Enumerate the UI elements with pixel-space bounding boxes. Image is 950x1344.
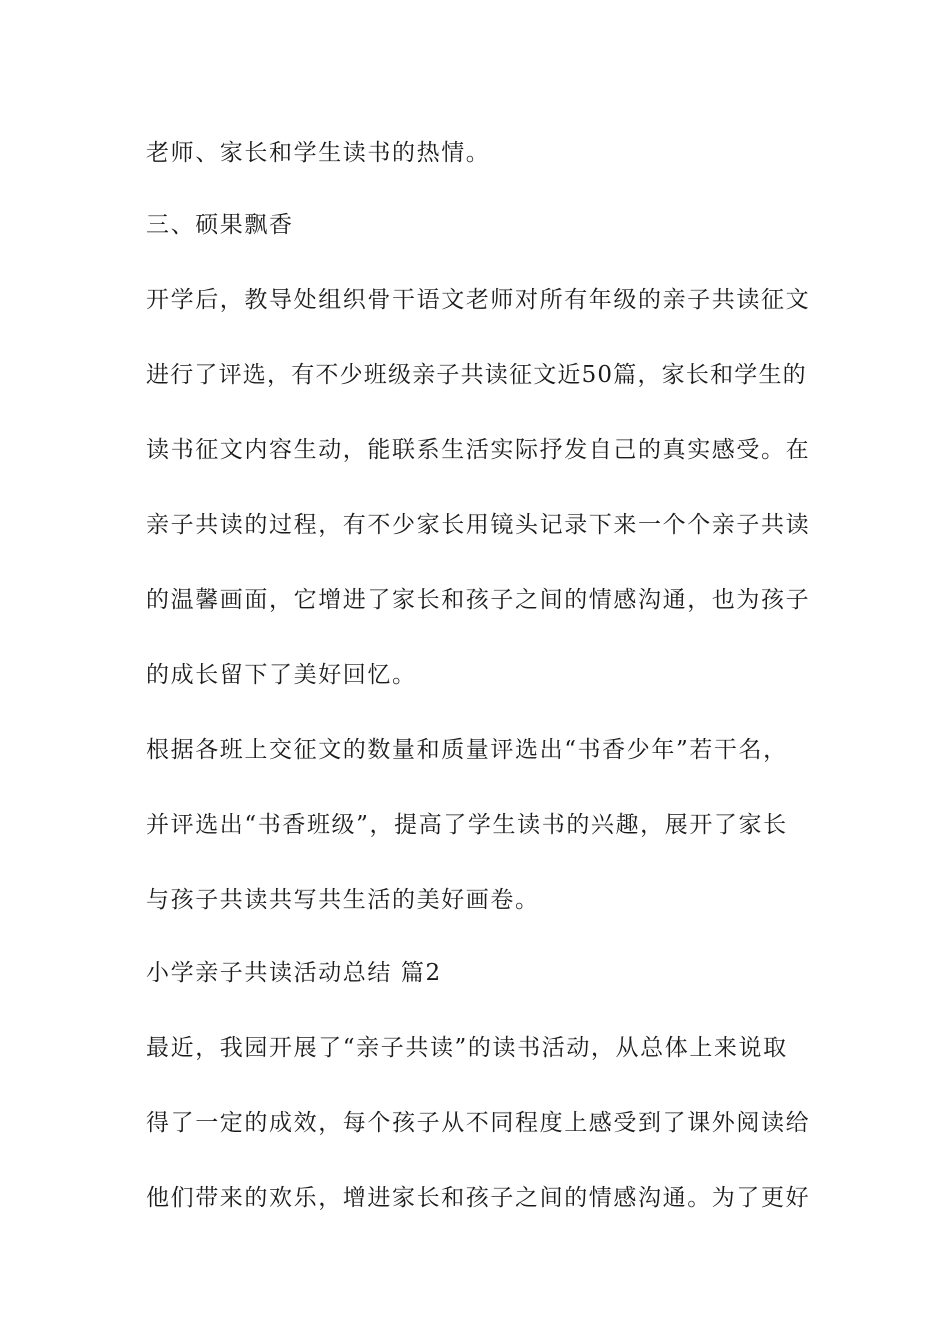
paragraph-line-14: 得了一定的成效，每个孩子从不同程度上感受到了课外阅读给 bbox=[146, 1110, 811, 1136]
paragraph-line-7: 的温馨画面，它增进了家长和孩子之间的情感沟通，也为孩子 bbox=[146, 587, 811, 613]
paragraph-line-11: 与孩子共读共写共生活的美好画卷。 bbox=[146, 887, 540, 913]
paragraph-line-15: 他们带来的欢乐，增进家长和孩子之间的情感沟通。为了更好 bbox=[146, 1185, 811, 1211]
paragraph-line-5: 读书征文内容生动，能联系生活实际抒发自己的真实感受。在 bbox=[146, 437, 811, 463]
paragraph-line-8: 的成长留下了美好回忆。 bbox=[146, 662, 417, 688]
section-heading: 三、硕果飘香 bbox=[146, 212, 294, 238]
paragraph-line-4: 进行了评选，有不少班级亲子共读征文近50篇，家长和学生的 bbox=[146, 362, 807, 388]
article-heading: 小学亲子共读活动总结 篇2 bbox=[146, 960, 442, 986]
paragraph-line-3: 开学后，教导处组织骨干语文老师对所有年级的亲子共读征文 bbox=[146, 287, 811, 313]
paragraph-line-13: 最近，我园开展了“亲子共读”的读书活动，从总体上来说取 bbox=[146, 1035, 788, 1061]
paragraph-line-6: 亲子共读的过程，有不少家长用镜头记录下来一个个亲子共读 bbox=[146, 512, 811, 538]
paragraph-line-10: 并评选出“书香班级”，提高了学生读书的兴趣，展开了家长 bbox=[146, 812, 788, 838]
paragraph-line-1: 老师、家长和学生读书的热情。 bbox=[146, 140, 491, 166]
paragraph-line-9: 根据各班上交征文的数量和质量评选出“书香少年”若干名， bbox=[146, 737, 788, 763]
